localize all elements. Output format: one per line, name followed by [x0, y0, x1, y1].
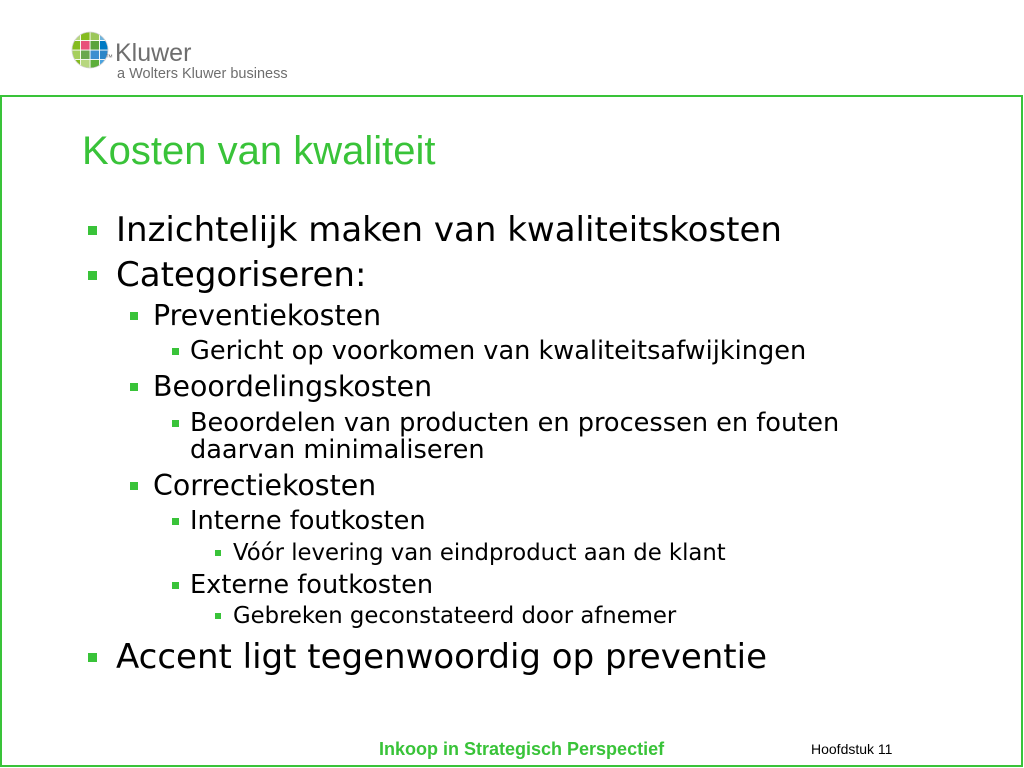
bullet-item	[190, 338, 806, 365]
square-bullet-icon	[88, 226, 97, 235]
bullet-item	[153, 299, 381, 333]
bullet-text: Gebreken geconstateerd door afnemer	[233, 603, 677, 629]
bullet-item	[153, 370, 432, 404]
logo-tagline: a Wolters Kluwer business	[117, 66, 288, 82]
logo-trademark: ™	[105, 53, 113, 62]
bullet-text: Gericht op voorkomen van kwaliteitsafwijkingen	[190, 336, 807, 366]
bullet-item	[233, 603, 676, 629]
bullet-item	[116, 210, 782, 250]
bullet-text: Categoriseren:	[116, 255, 367, 295]
bullet-text: Externe foutkosten	[190, 570, 434, 600]
bullet-item	[190, 572, 433, 599]
square-bullet-icon	[130, 482, 138, 490]
bullet-item	[153, 469, 376, 503]
square-bullet-icon	[215, 550, 221, 556]
bullet-text: Beoordelen van producten en processen en fouten daarvan minimaliseren	[190, 408, 840, 465]
bullet-item	[116, 637, 767, 677]
bullet-text: Accent ligt tegenwoordig op preventie	[116, 637, 767, 677]
square-bullet-icon	[172, 518, 179, 525]
square-bullet-icon	[88, 653, 97, 662]
square-bullet-icon	[215, 613, 221, 619]
footer-chapter-label: Hoofdstuk 11	[811, 741, 893, 757]
wolters-kluwer-mosaic-icon	[71, 31, 109, 69]
square-bullet-icon	[130, 383, 138, 391]
square-bullet-icon	[130, 312, 138, 320]
bullet-text: Interne foutkosten	[190, 506, 426, 536]
bullet-text: Inzichtelijk maken van kwaliteitskosten	[116, 210, 782, 250]
footer-book-title: Inkoop in Strategisch Perspectief	[379, 739, 665, 759]
square-bullet-icon	[172, 582, 179, 589]
slide-title: Kosten van kwaliteit	[82, 129, 436, 173]
bullet-item	[190, 508, 426, 535]
bullet-text: Vóór levering van eindproduct aan de klant	[233, 540, 726, 566]
square-bullet-icon	[172, 420, 179, 427]
bullet-text: Correctiekosten	[153, 469, 377, 502]
bullet-item	[190, 410, 890, 464]
bullet-item	[116, 255, 366, 295]
bullet-item	[233, 540, 726, 566]
logo-brand-name: Kluwer	[115, 39, 192, 67]
bullet-text: Beoordelingskosten	[153, 370, 433, 403]
square-bullet-icon	[172, 348, 179, 355]
square-bullet-icon	[88, 271, 97, 280]
bullet-text: Preventiekosten	[153, 299, 382, 332]
